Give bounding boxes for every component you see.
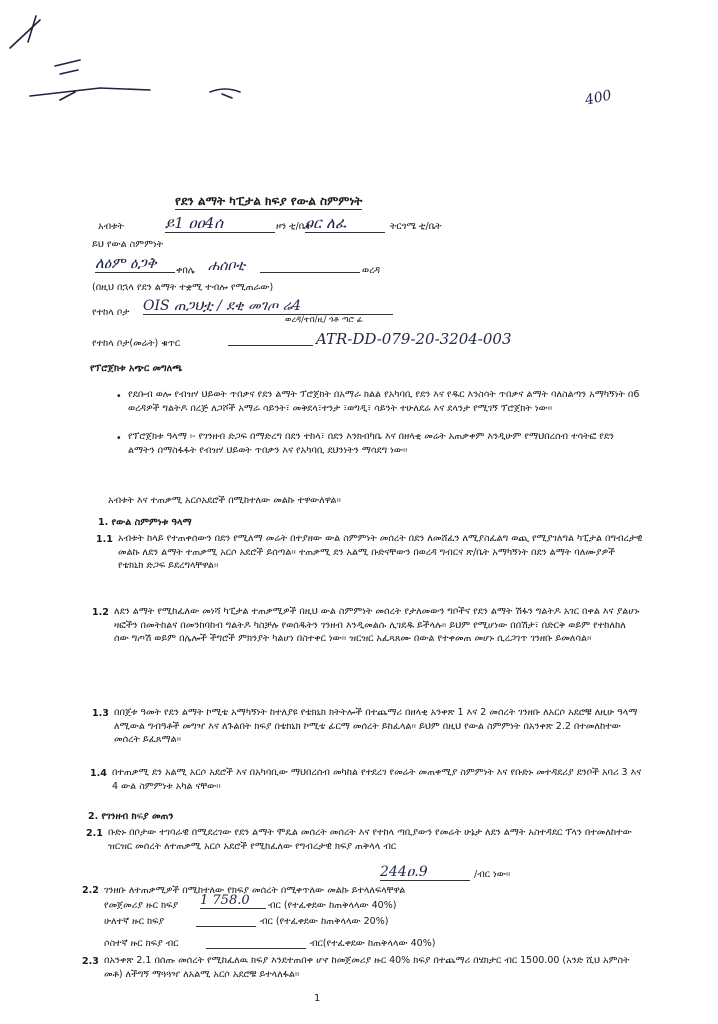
item-number: 1.4 <box>90 768 107 779</box>
item-text: በበጀቱ ዓመት የደን ልማት ኮሚቴ አማካኝነት ከተለያዩ የቴክኒክ ክትትሎች በተጨማሪ በዘላቂ አንቀጽ 1 እና 2 መሰረት ገንዘቡ ለአርሶ አደሮቹ ለዚሁ ዓላማ ለሚውል ግብዓቶች መግዣ እና ለጉልበት ክፍያ በቴክኒክ ኮሚቴ ፊርማ መሰረት ይከፈላል፡፡ ይህም በዚህ የውል ስምምነት በአንቀጽ 2.2 በተመለከተው መሰረት ይፈጸማል፡፡ <box>114 707 638 745</box>
payment-line <box>196 926 256 927</box>
payment-label: ሁለተኛ ዙር ክፍያ <box>104 916 165 927</box>
payment-line <box>206 948 306 949</box>
woreda-line <box>260 272 360 273</box>
page-number: 1 <box>314 993 321 1004</box>
document-title: የደን ልማት ካፒታል ክፍያ የውል ስምምነት <box>175 194 363 208</box>
kebele-label: ቀበሌ <box>176 265 195 276</box>
code-label: የተከላ ቦታ(መሬት) ቁጥር <box>92 338 181 349</box>
bullet-item: የፕሮጀክቱ ዓላማ ፡- የገንዘብ ድጋፍ በማድረግ በደን ተከላ፣ በደን እንክብካቤ እና በዘላቂ መሬት አጠቃቀም እንዲሁም የማህበረሰብ ተሳትፎ የደን ልማትን በማስፋፋት የብዝሃ ህይወት ጥበቃን እና የአካባቢ ደህንነትን ማሳደግ ነው፡፡ <box>128 431 614 456</box>
page-count-handwritten: 400 <box>583 87 614 109</box>
section-heading: 2. የገንዘብ ክፍያ መጠን <box>88 811 174 822</box>
project-label: የፕሮጀክቱ አጭር መግለጫ <box>90 363 183 374</box>
item-text: በተጠቃሚ ደን አልሚ አርሶ አደሮች እና በአካባቢው ማህበረሰብ መካከል የተደረገ የመሬት መጠቀሚያ ስምምነት እና የቡድኑ መተዳደሪያ ደንቦች አባሪ 3 እና 4 ውል ስምምነቱ አካል ናቸው፡፡ <box>112 767 642 792</box>
item-text: አብቱት ከላይ የተጠቀሰውን በደን የሚለማ መሬት በተያዘው ውል ስምምነት መሰረት በደን ለመሸፈን ለሚያስፈልግ ወጪ የሚያገለግል ካፒታል በግብረታዊ መልኩ ለደን ልማት ተጠቃሚ አርሶ አደሮች ይሰጣል፡፡ ተጠቃሚ ደን አልሚ ቡድናቸውን በወረዳ ግብርና ጽ/ቤት አማካኝነት በደን ልማት ባለሙያዎች የቴክኒክ ድጋፍ ይደረግላቸዋል፡፡ <box>118 533 643 571</box>
payment-value: 1 758.0 <box>200 893 266 909</box>
item-number: 1.2 <box>92 607 109 618</box>
zone-value: ዐር ለፈ <box>305 214 385 233</box>
woreda-label: ወረዳ <box>362 265 381 276</box>
code-line <box>228 345 313 346</box>
phone-sub: ወረዳ/ተበ/ዚ/ ጎቶ ጣሮ ፊ <box>285 315 364 325</box>
owner-note: (በዚህ በኋላ የደን ልማት ተቋሚ ተብሎ የሚጠራው) <box>92 282 274 293</box>
item-number: 2.2 <box>82 885 99 896</box>
ticket-value: ይ1 ዐዐ4ሰ <box>165 214 275 233</box>
phone-label: የተከላ ቦታ <box>92 307 130 318</box>
payment-note: ብር (የተፈቀደው ከጠቅላላው 20%) <box>260 916 389 927</box>
item-text: በአንቀጽ 2.1 በሰጡ መሰረት የሚከፈለዉ ክፍያ እንደተጠበቀ ሆኖ ከመጀመሪያ ዙር 40% ክፍያ በተጨማሪ በሄክታር ብር 1500.00 (አንድ ሺህ አምስት መቶ) ለችግኝ ማጓጓዣ ለአልሚ አርሶ አደሮቹ ይተላለፋል፡፡ <box>104 955 630 980</box>
intro-text: አብቱት እና ተጠቃሚ አርሶአደሮች በሚከተለው መልኩ ተዋውለዋል፡፡ <box>108 495 342 506</box>
item-number: 2.3 <box>82 956 99 967</box>
item-text: ለደን ልማት የሚከፈለው መነሻ ካፒታል ተጠቃሚዎች በዚህ ውል ስምምነት መሰረት የታለመውን ግቦችና የደን ልማት ሽፋን ግልትዶ አገር በቀል እና ያልሆኑ ዛፎችን በመትከልና በመንከባከብ ግልትዶ ካስቻሉ የወሰዱትን ገንዘብ እንዲመልሱ ሊገደዱ ይችላሉ፡፡ ይህም የሚሆነው በበሽታ፣ በድርቅ ወይም የተከለከለ ሰው ግጦሽ ወይም በሌሎች ችግሮች ምክንያት ካልሆነ በስተቀር ነው፡፡ ዝርዝር አፈጻጸሙ በውል የተቀመጠ መሆኑ ሲረጋገጥ ገንዘቡ ይመለሳል፡፡ <box>114 606 640 644</box>
item-text: ገንዘቡ ለተጠቃሚዎች በሚከተለው የክፍያ መሰረት በሚቀጥለው መልኩ ይተላለፍላቸዋል <box>104 885 406 896</box>
bullet-item: የደቡብ ወሎ የብዝሃ ህይወት ጥበቃና የደን ልማት ፕሮጀክት በአማራ ክልል የአካባቢ የደን እና የዱር እንስሳት ጥበቃና ልማት ባለስልጣን አማካኝነት በ6 ወረዳዎች ግልትዶ በረጅ ለጋሾች አማራ ሳይንት፣ መቅደላ፣ተንታ ፣ወግዲ፣ ሳይንት ተሁለደሬ እና ደላንታ የሚገኝ ፕሮጀክት ነው፡፡ <box>128 389 640 414</box>
item-number: 1.3 <box>92 708 109 719</box>
item-number: 2.1 <box>86 828 103 839</box>
bullet-dot: • <box>116 391 122 402</box>
section-heading: 1. የውል ስምምነቱ ዓላማ <box>98 517 192 528</box>
total-amount-unit: /ብር ነው፡፡ <box>474 869 511 880</box>
code-value: ATR-DD-079-20-3204-003 <box>316 330 512 348</box>
item-text: ቡድኑ በቦታው ተገባራዊ በሚደረገው የደን ልማት ሞዴል መሰረት መሰረት እና የተከላ ጣቢያውን የመሬት ሁኔታ ለደን ልማት አስተዳደር ፕላን በተመለከተው ዝርዝር መሰረት ለተጠቃሚ አርሶ አደሮች የሚከፈለው የግብረታዊ ክፍያ ጠቅላላ ብር <box>108 827 632 852</box>
org-label: ትርጎሜ ቲ/ቤት <box>390 221 442 232</box>
item-number: 1.1 <box>96 534 113 545</box>
top-left-scribble <box>0 0 260 120</box>
payment-label: የመጀመሪያ ዙር ክፍያ <box>104 900 179 911</box>
payment-note: ብር(የተፈቀደው ከጠቅላላው 40%) <box>310 938 436 949</box>
contract-label: ይህ የውል ስምምነት <box>92 239 164 250</box>
name-value: ለዕም ዕጋቅ <box>95 254 175 273</box>
bullet-dot: • <box>116 433 122 444</box>
payment-label: ሶስተኛ ዙር ክፍያ ብር <box>104 938 179 949</box>
total-amount-value: 244ዐ.9 <box>380 864 470 881</box>
phone-value: OIS ጠጋህቷ / ደቂ መገጦ ሬ4 <box>143 298 393 315</box>
ticket-label: አብቱት <box>98 221 124 232</box>
zone-label: ዞን ቲ/ቤት <box>276 221 312 232</box>
kebele-value: ሐሰቦቲ <box>208 258 245 274</box>
payment-note: ብር (የተፈቀደው ከጠቅላላው 40%) <box>268 900 397 911</box>
